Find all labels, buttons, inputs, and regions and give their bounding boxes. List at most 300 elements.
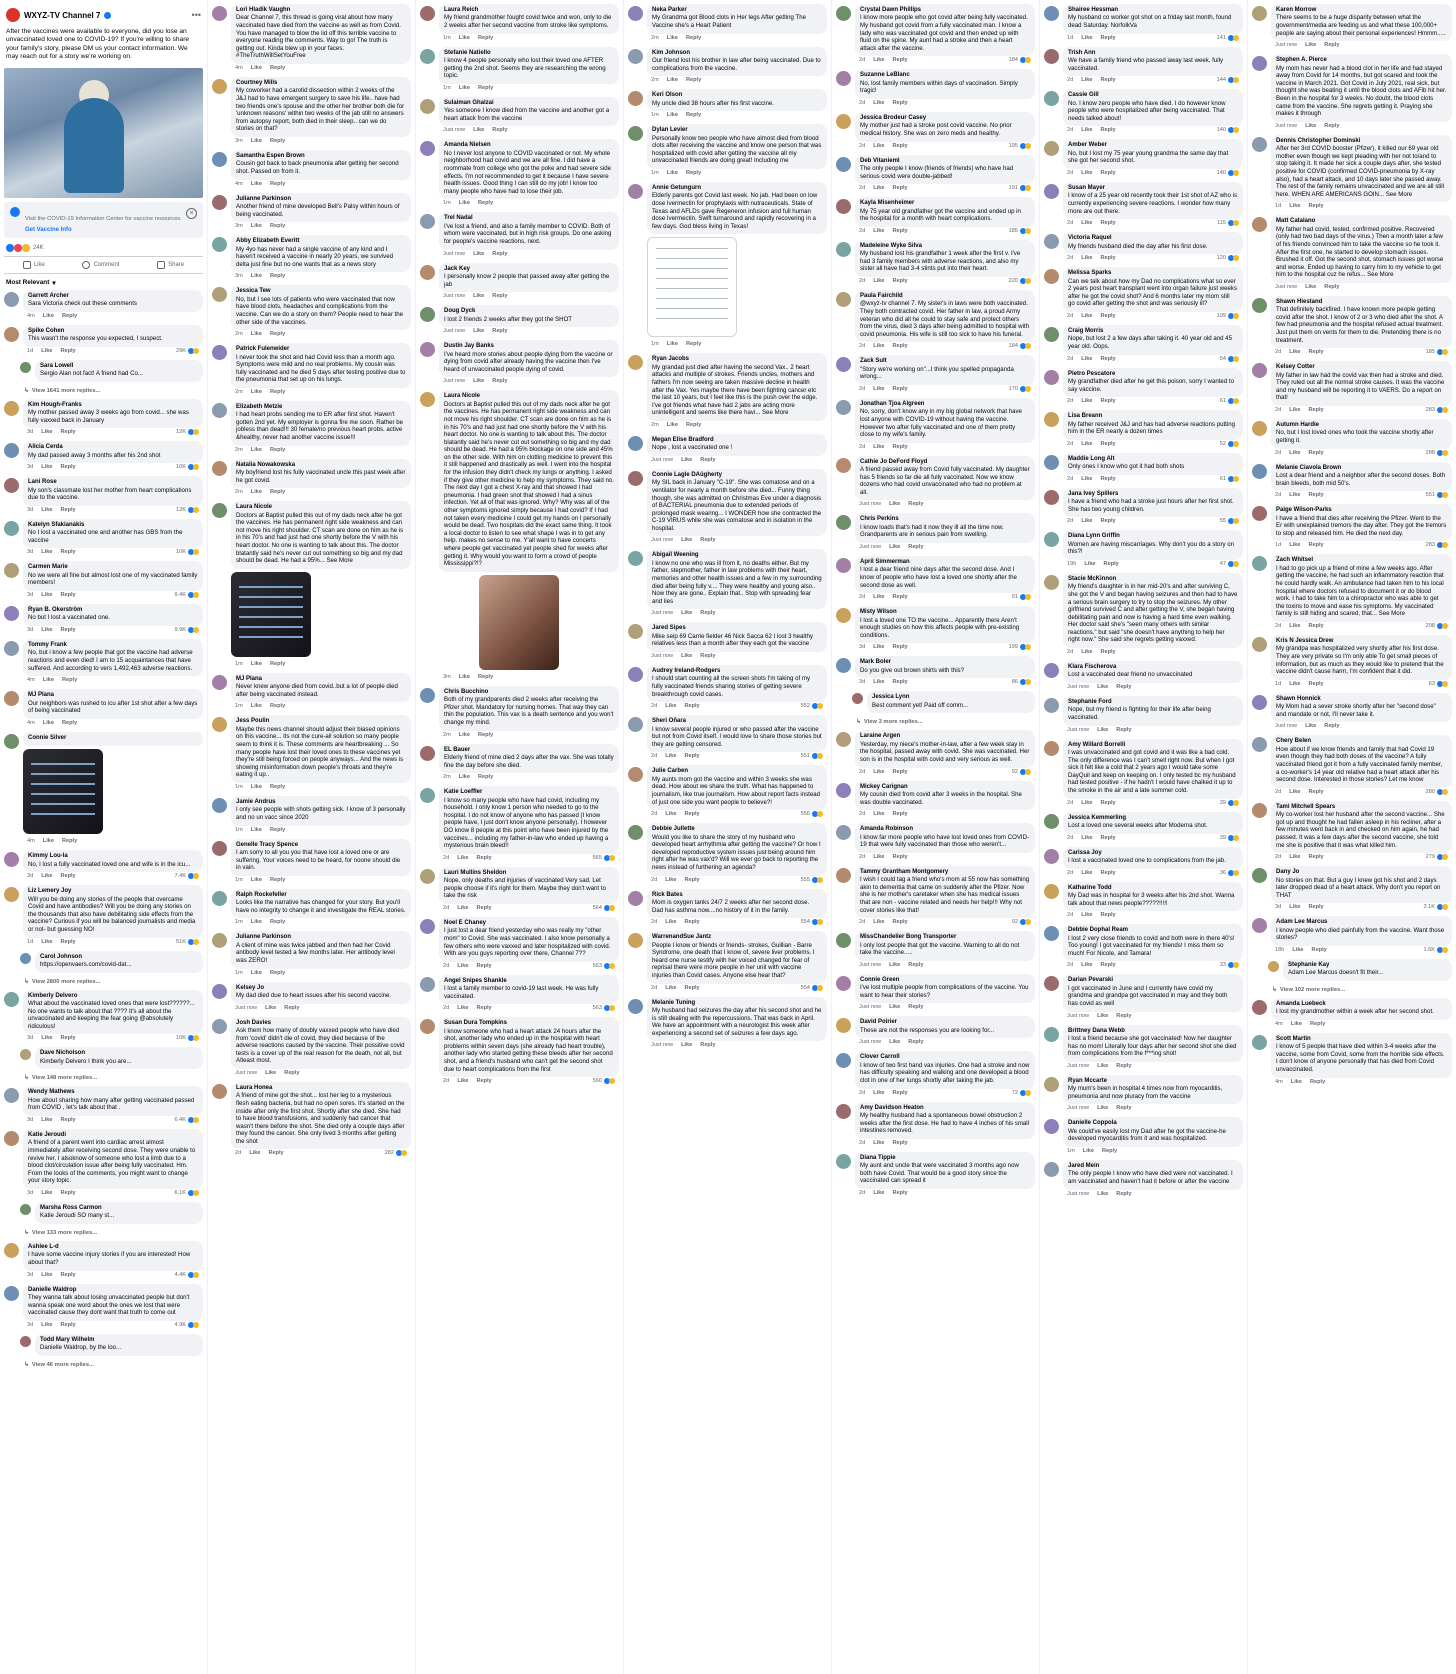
comment-reply-button[interactable]: Reply xyxy=(492,378,508,385)
avatar[interactable] xyxy=(1044,327,1059,342)
comment-like-button[interactable]: Like xyxy=(250,137,262,144)
comment-like-button[interactable]: Like xyxy=(873,277,885,284)
comment-reply-button[interactable]: Reply xyxy=(476,962,492,969)
commenter-name[interactable]: Laura Reich xyxy=(444,7,479,13)
comment-like-button[interactable]: Like xyxy=(1289,407,1301,414)
avatar[interactable] xyxy=(836,1154,851,1169)
avatar[interactable] xyxy=(212,841,227,856)
avatar[interactable] xyxy=(1044,575,1059,590)
comment-reply-button[interactable]: Reply xyxy=(269,64,286,71)
avatar[interactable] xyxy=(420,977,435,992)
commenter-name[interactable]: Paige Wilson-Parks xyxy=(1276,507,1332,514)
comment-reply-button[interactable]: Reply xyxy=(269,783,286,790)
comment-like-button[interactable]: Like xyxy=(889,961,901,968)
view-more-replies-link[interactable] xyxy=(836,719,1035,730)
commenter-name[interactable]: Victoria Raquel xyxy=(1068,235,1112,242)
comment-reply-button[interactable]: Reply xyxy=(269,273,286,280)
avatar[interactable] xyxy=(628,184,643,199)
comment-like-button[interactable]: Like xyxy=(1097,726,1109,733)
comment-sort-dropdown[interactable] xyxy=(4,276,203,290)
comment-like-button[interactable]: Like xyxy=(1081,518,1093,525)
comment-reactions[interactable] xyxy=(593,855,615,861)
comment-like-button[interactable]: Like xyxy=(1305,723,1317,730)
avatar[interactable] xyxy=(1252,421,1267,436)
comment-like-button[interactable]: Like xyxy=(1097,1105,1109,1112)
comment-like-button[interactable]: Like xyxy=(1081,799,1093,806)
avatar[interactable] xyxy=(212,6,227,21)
comment-like-button[interactable]: Like xyxy=(457,962,469,969)
comment-reactions[interactable] xyxy=(1009,386,1031,392)
comment-like-button[interactable]: Like xyxy=(250,223,262,230)
comment-reactions[interactable] xyxy=(176,1035,199,1041)
view-more-replies-link[interactable] xyxy=(4,979,203,990)
view-more-replies-link[interactable] xyxy=(4,1230,203,1241)
comment-like-button[interactable]: Like xyxy=(1081,962,1093,969)
commenter-name[interactable]: Melanie Ciavola Brown xyxy=(1276,464,1342,471)
comment-like-button[interactable]: Like xyxy=(873,679,885,686)
avatar[interactable] xyxy=(836,71,851,86)
commenter-name[interactable]: Julianne Parkinson xyxy=(236,934,292,941)
comment-reactions[interactable] xyxy=(1012,679,1031,685)
commenter-name[interactable]: Zach Whitsel xyxy=(1276,557,1314,564)
comment-reply-button[interactable]: Reply xyxy=(892,1139,908,1146)
commenter-name[interactable]: Dustin Jay Banks xyxy=(444,343,495,350)
comment-reply-button[interactable]: Reply xyxy=(700,610,716,617)
comment-reply-button[interactable]: Reply xyxy=(269,969,286,976)
comment-reply-button[interactable]: Reply xyxy=(269,180,286,187)
avatar[interactable] xyxy=(1252,56,1267,71)
comment-reply-button[interactable]: Reply xyxy=(1324,122,1340,129)
commenter-name[interactable]: Spike Cohen xyxy=(28,327,65,334)
comment-reply-button[interactable]: Reply xyxy=(908,1004,924,1011)
commenter-name[interactable]: Susan Dura Tompkins xyxy=(444,1020,507,1027)
comment-like-button[interactable]: Like xyxy=(457,854,469,861)
reaction-stats[interactable] xyxy=(4,242,203,254)
comment-like-button[interactable]: Like xyxy=(42,312,54,319)
comment-like-button[interactable]: Like xyxy=(42,677,54,684)
commenter-name[interactable]: Stephanie Kay xyxy=(1288,961,1330,968)
comment-reply-button[interactable]: Reply xyxy=(1100,398,1116,405)
commenter-name[interactable]: Sara Lowell xyxy=(40,362,74,369)
avatar[interactable] xyxy=(836,242,851,257)
comment-like-button[interactable]: Like xyxy=(873,644,885,651)
commenter-name[interactable]: WarrenandSue Jantz xyxy=(652,934,712,941)
comment-like-button[interactable]: Like xyxy=(873,385,885,392)
commenter-name[interactable]: EL Bauer xyxy=(444,746,471,753)
comment-reactions[interactable] xyxy=(1012,594,1031,600)
commenter-name[interactable]: Stacie McKinnon xyxy=(1068,575,1117,582)
comment-like-button[interactable]: Like xyxy=(873,1139,885,1146)
comment-reply-button[interactable]: Reply xyxy=(685,112,702,119)
avatar[interactable] xyxy=(628,49,643,64)
comment-attachment-image[interactable] xyxy=(231,572,311,657)
comment-reply-button[interactable]: Reply xyxy=(60,1271,76,1278)
avatar[interactable] xyxy=(4,641,19,656)
commenter-name[interactable]: Liz Lemery Joy xyxy=(28,888,72,895)
avatar[interactable] xyxy=(628,6,643,21)
comment-reactions[interactable] xyxy=(174,1190,199,1196)
commenter-name[interactable]: Kris N Jessica Drew xyxy=(1276,637,1334,644)
commenter-name[interactable]: Shairee Hessman xyxy=(1068,7,1119,13)
comment-reactions[interactable] xyxy=(1217,255,1239,261)
comment-reply-button[interactable]: Reply xyxy=(60,1035,76,1042)
avatar[interactable] xyxy=(836,868,851,883)
comment-like-button[interactable]: Like xyxy=(1081,220,1093,227)
comment-like-button[interactable]: Like xyxy=(666,341,678,348)
avatar[interactable] xyxy=(1044,412,1059,427)
commenter-name[interactable]: Kelsey Jo xyxy=(236,984,265,991)
avatar[interactable] xyxy=(1252,217,1267,232)
comment-like-button[interactable]: Like xyxy=(873,1189,885,1196)
comment-reply-button[interactable]: Reply xyxy=(684,876,700,883)
comment-reactions[interactable] xyxy=(174,1272,199,1278)
comment-reply-button[interactable]: Reply xyxy=(1100,475,1116,482)
avatar[interactable] xyxy=(212,195,227,210)
commenter-name[interactable]: Natalia Nowakowska xyxy=(236,461,296,468)
avatar[interactable] xyxy=(1252,506,1267,521)
comment-reply-button[interactable]: Reply xyxy=(700,456,716,463)
commenter-name[interactable]: Lori Hladik Vaughn xyxy=(236,7,291,13)
avatar[interactable] xyxy=(1044,49,1059,64)
commenter-name[interactable]: Ryan Mccarte xyxy=(1068,1077,1108,1084)
comment-like-button[interactable]: Like xyxy=(1081,475,1093,482)
commenter-name[interactable]: Laura Honea xyxy=(236,1084,273,1091)
commenter-name[interactable]: Trish Ann xyxy=(1068,49,1096,56)
comment-like-button[interactable]: Like xyxy=(1081,649,1093,656)
comment-reply-button[interactable]: Reply xyxy=(1100,649,1116,656)
comment-like-button[interactable]: Like xyxy=(873,142,885,149)
comment-like-button[interactable]: Like xyxy=(457,1078,469,1085)
comment-reactions[interactable] xyxy=(1012,1090,1031,1096)
comment-reply-button[interactable]: Reply xyxy=(684,753,700,760)
commenter-name[interactable]: Kelsey Cotter xyxy=(1276,364,1315,371)
comment-reply-button[interactable]: Reply xyxy=(1116,1105,1132,1112)
avatar[interactable] xyxy=(628,999,643,1014)
comment-reactions[interactable] xyxy=(385,1150,407,1156)
comment-reply-button[interactable]: Reply xyxy=(268,1150,284,1157)
comment-reply-button[interactable]: Reply xyxy=(61,677,78,684)
comment-like-button[interactable]: Like xyxy=(250,783,262,790)
commenter-name[interactable]: Courtney Mills xyxy=(236,79,278,86)
comment-reactions[interactable] xyxy=(1220,356,1239,362)
avatar[interactable] xyxy=(4,1088,19,1103)
comment-reactions[interactable] xyxy=(176,464,199,470)
avatar[interactable] xyxy=(836,783,851,798)
comment-reply-button[interactable]: Reply xyxy=(61,719,78,726)
commenter-name[interactable]: April Simmerman xyxy=(860,559,910,566)
avatar[interactable] xyxy=(1252,137,1267,152)
comment-like-button[interactable]: Like xyxy=(1097,1190,1109,1197)
share-button[interactable] xyxy=(157,261,184,269)
commenter-name[interactable]: Debbie Dophal Ream xyxy=(1068,927,1129,934)
comment-like-button[interactable]: Like xyxy=(41,873,53,880)
comment-reply-button[interactable]: Reply xyxy=(1100,220,1116,227)
comment-reply-button[interactable]: Reply xyxy=(60,938,76,945)
avatar[interactable] xyxy=(836,732,851,747)
comment-reactions[interactable] xyxy=(801,877,823,883)
commenter-name[interactable]: Amanda Nielsen xyxy=(444,142,491,149)
avatar[interactable] xyxy=(1252,556,1267,571)
comment-reactions[interactable] xyxy=(1426,623,1448,629)
comment-like-button[interactable]: Like xyxy=(1289,788,1301,795)
comment-like-button[interactable]: Like xyxy=(458,34,470,41)
comment-reply-button[interactable]: Reply xyxy=(1100,799,1116,806)
comment-like-button[interactable]: Like xyxy=(250,703,262,710)
comment-reply-button[interactable]: Reply xyxy=(892,1189,908,1196)
commenter-name[interactable]: Matt Catalano xyxy=(1276,218,1316,225)
comment-reactions[interactable] xyxy=(1009,278,1031,284)
comment-reply-button[interactable]: Reply xyxy=(1103,560,1119,567)
commenter-name[interactable]: Abby Elizabeth Everitt xyxy=(236,238,300,245)
commenter-name[interactable]: Klara Fischerova xyxy=(1068,664,1117,671)
comment-reply-button[interactable]: Reply xyxy=(1100,312,1116,319)
comment-reactions[interactable] xyxy=(1220,441,1239,447)
commenter-name[interactable]: Katelyn Sfakianakis xyxy=(28,521,85,528)
comment-reply-button[interactable]: Reply xyxy=(60,549,76,556)
comment-reply-button[interactable]: Reply xyxy=(1308,349,1324,356)
comment-like-button[interactable]: Like xyxy=(665,919,677,926)
comment-reply-button[interactable]: Reply xyxy=(284,1004,300,1011)
commenter-name[interactable]: Clover Carroll xyxy=(860,1054,900,1061)
avatar[interactable] xyxy=(628,825,643,840)
avatar[interactable] xyxy=(212,79,227,94)
comment-reply-button[interactable]: Reply xyxy=(1116,684,1132,691)
comment-reactions[interactable] xyxy=(1009,143,1031,149)
commenter-name[interactable]: Julie Carben xyxy=(652,768,689,775)
comment-like-button[interactable]: Like xyxy=(873,919,885,926)
view-more-replies-link[interactable] xyxy=(1252,987,1452,998)
avatar[interactable] xyxy=(1044,1077,1059,1092)
avatar[interactable] xyxy=(420,49,435,64)
comment-like-button[interactable]: Like xyxy=(665,876,677,883)
avatar[interactable] xyxy=(420,265,435,280)
comment-like-button[interactable]: Like xyxy=(1289,349,1301,356)
view-more-replies-link[interactable] xyxy=(4,1075,203,1086)
comment-like-button[interactable]: Like xyxy=(1081,440,1093,447)
commenter-name[interactable]: Mickey Carignan xyxy=(860,783,908,790)
comment-like-button[interactable]: Like xyxy=(873,227,885,234)
comment-reactions[interactable] xyxy=(1220,962,1239,968)
avatar[interactable] xyxy=(836,933,851,948)
avatar[interactable] xyxy=(4,292,19,307)
comment-reply-button[interactable]: Reply xyxy=(477,200,494,207)
comment-reply-button[interactable]: Reply xyxy=(1100,169,1116,176)
avatar[interactable] xyxy=(1252,868,1267,883)
comment-reactions[interactable] xyxy=(1429,681,1448,687)
comment-reply-button[interactable]: Reply xyxy=(892,99,908,106)
comment-like-button[interactable]: Like xyxy=(250,489,262,496)
comment-reply-button[interactable]: Reply xyxy=(60,873,76,880)
avatar[interactable] xyxy=(836,357,851,372)
comment-reactions[interactable] xyxy=(1426,407,1448,413)
avatar[interactable] xyxy=(628,551,643,566)
post-image[interactable] xyxy=(4,68,203,198)
avatar[interactable] xyxy=(628,126,643,141)
commenter-name[interactable]: Chris Bucchino xyxy=(444,688,489,695)
avatar[interactable] xyxy=(20,953,31,964)
commenter-name[interactable]: Jessica Lynn xyxy=(872,694,910,701)
comment-like-button[interactable]: Like xyxy=(250,180,262,187)
comment-like-button[interactable]: Like xyxy=(250,273,262,280)
comment-reply-button[interactable]: Reply xyxy=(1324,42,1340,49)
comment-reply-button[interactable]: Reply xyxy=(477,84,494,91)
avatar[interactable] xyxy=(4,327,19,342)
comment-reply-button[interactable]: Reply xyxy=(908,501,924,508)
comment-reactions[interactable] xyxy=(1009,185,1031,191)
avatar[interactable] xyxy=(836,515,851,530)
comment-like-button[interactable]: Like xyxy=(42,719,54,726)
comment-reactions[interactable] xyxy=(1426,789,1448,795)
comment-reply-button[interactable]: Reply xyxy=(1100,127,1116,134)
comment-reply-button[interactable]: Reply xyxy=(908,961,924,968)
comment-reply-button[interactable]: Reply xyxy=(476,854,492,861)
page-name[interactable]: WXYZ-TV Channel 7 xyxy=(24,10,101,20)
commenter-name[interactable]: Kimberly Delvero xyxy=(28,992,78,999)
comment-like-button[interactable]: Like xyxy=(1305,122,1317,129)
comment-like-button[interactable]: Like xyxy=(1081,169,1093,176)
comment-like-button[interactable]: Like xyxy=(41,592,53,598)
avatar[interactable] xyxy=(1044,741,1059,756)
comment-like-button[interactable]: Like xyxy=(873,853,885,860)
commenter-name[interactable]: Ryan B. Okerström xyxy=(28,607,83,613)
commenter-name[interactable]: Katie Jeroudi xyxy=(28,1131,67,1138)
comment-like-button[interactable]: Like xyxy=(42,838,54,845)
comment-reactions[interactable] xyxy=(1012,769,1031,775)
comment-like-button[interactable]: Like xyxy=(1081,869,1093,876)
comment-reactions[interactable] xyxy=(176,429,199,435)
avatar[interactable] xyxy=(1252,695,1267,710)
close-icon[interactable]: × xyxy=(186,208,197,219)
comment-reply-button[interactable]: Reply xyxy=(1308,854,1324,861)
commenter-name[interactable]: Kim Johnson xyxy=(652,49,691,56)
comment-reply-button[interactable]: Reply xyxy=(269,919,286,926)
avatar[interactable] xyxy=(628,667,643,682)
avatar[interactable] xyxy=(4,443,19,458)
page-avatar[interactable] xyxy=(6,8,20,22)
commenter-name[interactable]: Amy Willard Borrelli xyxy=(1068,741,1126,748)
comment-like-button[interactable]: Like xyxy=(473,293,485,300)
comment-like-button[interactable]: Like xyxy=(1097,1062,1109,1069)
comment-like-button[interactable]: Like xyxy=(1081,912,1093,919)
comment-reply-button[interactable]: Reply xyxy=(700,653,716,660)
commenter-name[interactable]: Amanda Luebeck xyxy=(1276,1000,1326,1007)
comment-reply-button[interactable]: Reply xyxy=(1309,1020,1326,1027)
comment-reactions[interactable] xyxy=(1217,220,1239,226)
avatar[interactable] xyxy=(1044,1162,1059,1177)
comment-like-button[interactable]: Like xyxy=(873,811,885,818)
avatar[interactable] xyxy=(1044,91,1059,106)
commenter-name[interactable]: Cassie Gill xyxy=(1068,92,1099,99)
comment-reactions[interactable] xyxy=(593,1078,615,1084)
comment-attachment-image[interactable] xyxy=(23,749,103,834)
commenter-name[interactable]: Tommy Frank xyxy=(28,642,67,648)
comment-like-button[interactable]: Like xyxy=(458,200,470,207)
comment-reactions[interactable] xyxy=(1426,492,1448,498)
comment-reply-button[interactable]: Reply xyxy=(269,876,286,883)
comment-like-button[interactable]: Like xyxy=(665,984,677,991)
avatar[interactable] xyxy=(420,342,435,357)
commenter-name[interactable]: Angel Snipes Shankle xyxy=(444,977,507,984)
avatar[interactable] xyxy=(836,400,851,415)
avatar[interactable] xyxy=(1044,6,1059,21)
comment-reactions[interactable] xyxy=(1217,313,1239,319)
commenter-name[interactable]: Stephen A. Pierce xyxy=(1276,57,1327,64)
comment-reply-button[interactable]: Reply xyxy=(1100,912,1116,919)
comment-reactions[interactable] xyxy=(1217,127,1239,133)
comment-reply-button[interactable]: Reply xyxy=(1100,518,1116,525)
avatar[interactable] xyxy=(628,355,643,370)
comment-reply-button[interactable]: Reply xyxy=(1116,1190,1132,1197)
comment-reply-button[interactable]: Reply xyxy=(60,592,76,598)
comment-reactions[interactable] xyxy=(174,627,199,633)
comment-reply-button[interactable]: Reply xyxy=(492,127,508,134)
avatar[interactable] xyxy=(1044,884,1059,899)
avatar[interactable] xyxy=(212,287,227,302)
comment-reply-button[interactable]: Reply xyxy=(60,464,76,471)
commenter-name[interactable]: Chery Belen xyxy=(1276,738,1312,745)
comment-reply-button[interactable]: Reply xyxy=(892,853,908,860)
avatar[interactable] xyxy=(1044,269,1059,284)
avatar[interactable] xyxy=(212,717,227,732)
avatar[interactable] xyxy=(628,471,643,486)
comment-like-button[interactable]: Like xyxy=(1290,1078,1302,1085)
avatar[interactable] xyxy=(836,1018,851,1033)
commenter-name[interactable]: Zack Sult xyxy=(860,358,887,365)
comment-reply-button[interactable]: Reply xyxy=(892,768,908,775)
avatar[interactable] xyxy=(212,503,227,518)
commenter-name[interactable]: Adam Lee Marcus xyxy=(1276,919,1328,926)
comment-reply-button[interactable]: Reply xyxy=(60,1321,76,1328)
comment-reactions[interactable] xyxy=(1426,542,1448,548)
comment-like-button[interactable]: Like xyxy=(250,660,262,667)
comment-like-button[interactable]: Like xyxy=(1289,492,1301,499)
comment-like-button[interactable]: Like xyxy=(666,77,678,84)
comment-like-button[interactable]: Like xyxy=(41,1116,53,1123)
comment-like-button[interactable]: Like xyxy=(681,537,693,544)
avatar[interactable] xyxy=(420,746,435,761)
commenter-name[interactable]: Melissa Sparks xyxy=(1068,270,1112,277)
commenter-name[interactable]: Paula Fairchild xyxy=(860,292,903,299)
commenter-name[interactable]: Maddie Long Alt xyxy=(1068,455,1115,462)
view-more-replies-link[interactable] xyxy=(4,388,203,399)
comment-like-button[interactable]: Like xyxy=(250,64,262,71)
comment-reply-button[interactable]: Reply xyxy=(477,731,494,738)
avatar[interactable] xyxy=(836,458,851,473)
avatar[interactable] xyxy=(4,852,19,867)
commenter-name[interactable]: Carissa Joy xyxy=(1068,849,1102,856)
commenter-name[interactable]: Danielle Waldrop xyxy=(28,1286,77,1293)
comment-reactions[interactable] xyxy=(1220,398,1239,404)
commenter-name[interactable]: Jana Ivey Spillers xyxy=(1068,490,1119,497)
comment-reply-button[interactable]: Reply xyxy=(1100,869,1116,876)
commenter-name[interactable]: Deb Vitanieml xyxy=(860,157,900,164)
comment-like-button[interactable]: Like xyxy=(1292,946,1304,953)
avatar[interactable] xyxy=(1252,637,1267,652)
comment-reactions[interactable] xyxy=(174,1117,199,1123)
comment-like-button[interactable]: Like xyxy=(41,627,53,633)
comment-like-button[interactable]: Like xyxy=(666,34,678,41)
comment-like-button[interactable]: Like xyxy=(873,57,885,64)
commenter-name[interactable]: Connie Green xyxy=(860,976,900,983)
commenter-name[interactable]: Trel Nadal xyxy=(444,215,473,222)
comment-reactions[interactable] xyxy=(174,1322,199,1328)
comment-like-button[interactable]: Like xyxy=(41,347,53,354)
commenter-name[interactable]: Susan Mayer xyxy=(1068,184,1106,191)
avatar[interactable] xyxy=(836,114,851,129)
comment-reply-button[interactable]: Reply xyxy=(1308,492,1324,499)
comment-reactions[interactable] xyxy=(1426,349,1448,355)
comment-like-button[interactable]: Like xyxy=(41,1321,53,1328)
